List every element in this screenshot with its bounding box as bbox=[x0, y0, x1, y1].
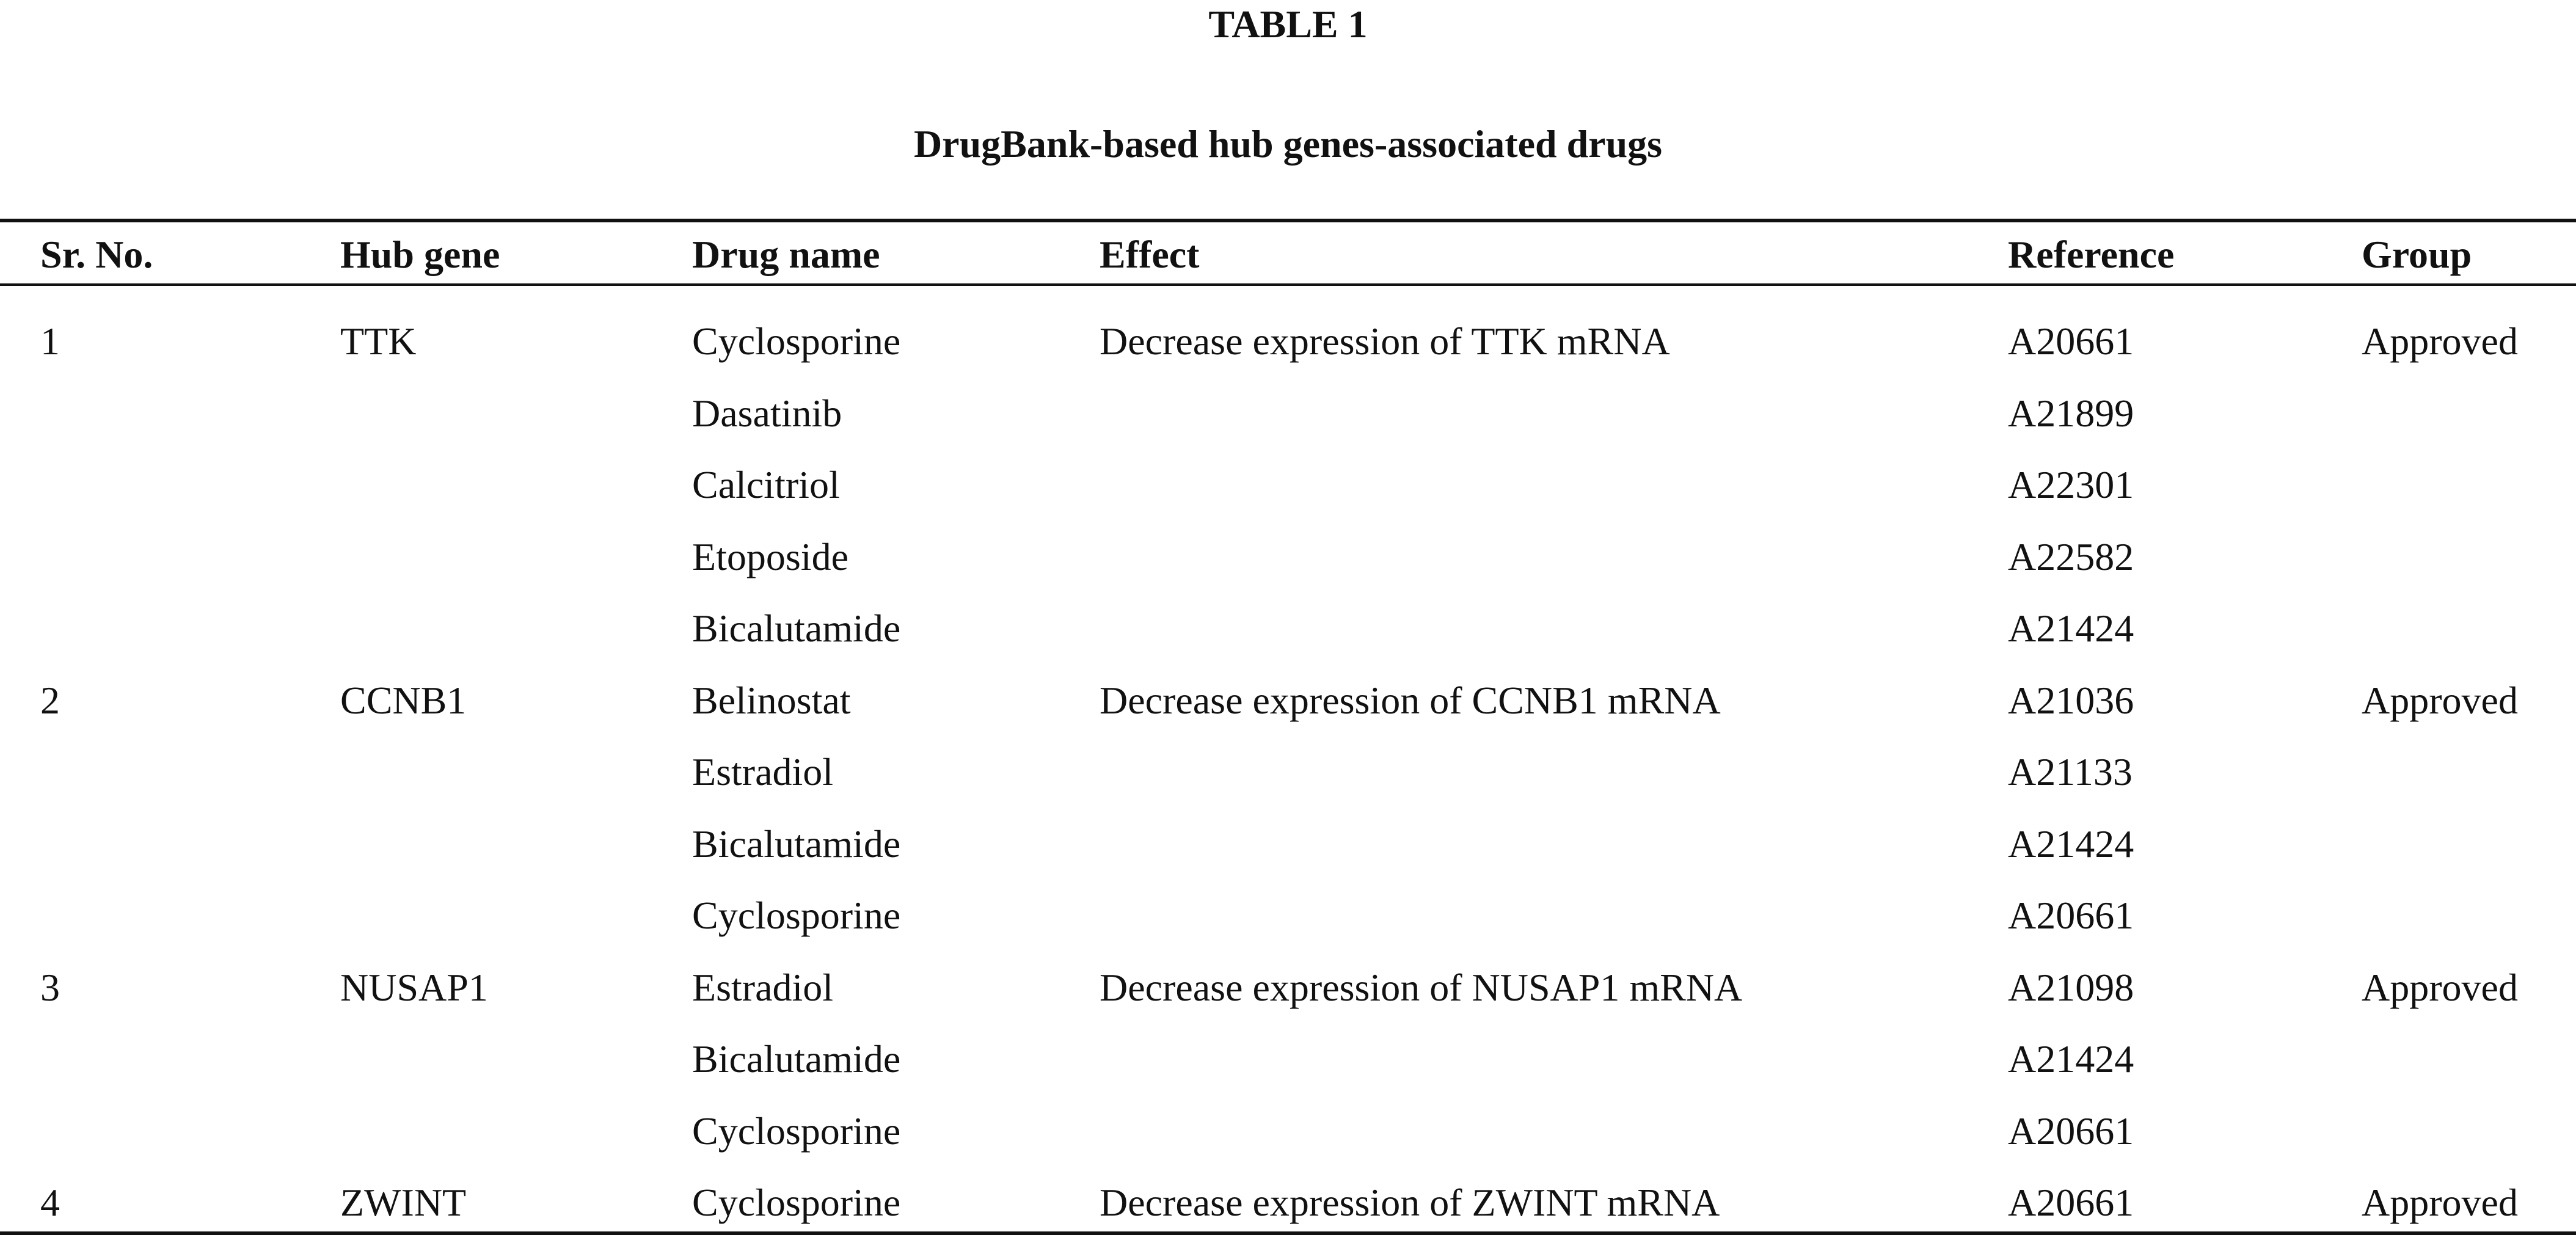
cell-effect: Decrease expression of TTK mRNA bbox=[1100, 319, 1670, 363]
cell-reference: A22301 bbox=[2008, 463, 2134, 506]
cell-reference: A21098 bbox=[2008, 965, 2134, 1009]
cell-group: Approved bbox=[2362, 965, 2518, 1009]
table-row bbox=[0, 305, 2576, 377]
cell-drug-name: Cyclosporine bbox=[692, 1109, 901, 1153]
cell-effect: Decrease expression of CCNB1 mRNA bbox=[1100, 678, 1721, 722]
header-hub-gene: Hub gene bbox=[340, 233, 500, 276]
cell-reference: A20661 bbox=[2008, 1181, 2134, 1224]
table-row bbox=[0, 1095, 2576, 1167]
cell-drug-name: Estradiol bbox=[692, 965, 834, 1009]
cell-reference: A21424 bbox=[2008, 1037, 2134, 1081]
table-row bbox=[0, 377, 2576, 450]
cell-drug-name: Cyclosporine bbox=[692, 1181, 901, 1224]
cell-drug-name: Calcitriol bbox=[692, 463, 840, 506]
cell-drug-name: Belinostat bbox=[692, 678, 851, 722]
table-row bbox=[0, 521, 2576, 593]
cell-sr-no: 3 bbox=[40, 965, 60, 1009]
table-header-row bbox=[0, 229, 2576, 280]
cell-reference: A21424 bbox=[2008, 607, 2134, 650]
cell-hub-gene: TTK bbox=[340, 319, 417, 363]
cell-sr-no: 2 bbox=[40, 678, 60, 722]
cell-drug-name: Bicalutamide bbox=[692, 607, 901, 650]
cell-group: Approved bbox=[2362, 319, 2518, 363]
cell-sr-no: 1 bbox=[40, 319, 60, 363]
cell-reference: A20661 bbox=[2008, 1109, 2134, 1153]
header-drug-name: Drug name bbox=[692, 233, 880, 276]
cell-reference: A22582 bbox=[2008, 534, 2134, 578]
table-row bbox=[0, 952, 2576, 1024]
header-group: Group bbox=[2362, 233, 2472, 276]
header-reference: Reference bbox=[2008, 233, 2175, 276]
table-title: DrugBank-based hub genes-associated drugs bbox=[913, 122, 1663, 166]
table-row bbox=[0, 736, 2576, 808]
cell-reference: A21133 bbox=[2008, 750, 2133, 793]
cell-effect: Decrease expression of ZWINT mRNA bbox=[1100, 1181, 1720, 1224]
cell-effect: Decrease expression of NUSAP1 mRNA bbox=[1100, 965, 1743, 1009]
table-row bbox=[0, 449, 2576, 521]
table-row bbox=[0, 593, 2576, 665]
table-row bbox=[0, 665, 2576, 737]
cell-reference: A21424 bbox=[2008, 822, 2134, 866]
cell-reference: A21036 bbox=[2008, 678, 2134, 722]
table-body bbox=[0, 305, 2576, 1239]
cell-group: Approved bbox=[2362, 678, 2518, 722]
cell-hub-gene: ZWINT bbox=[340, 1181, 467, 1224]
cell-hub-gene: NUSAP1 bbox=[340, 965, 488, 1009]
cell-group: Approved bbox=[2362, 1181, 2518, 1224]
cell-drug-name: Dasatinib bbox=[692, 391, 842, 435]
table-row bbox=[0, 1023, 2576, 1095]
cell-drug-name: Bicalutamide bbox=[692, 822, 901, 866]
header-sr-no: Sr. No. bbox=[40, 233, 153, 276]
cell-drug-name: Cyclosporine bbox=[692, 894, 901, 937]
table-header-rule bbox=[0, 283, 2576, 286]
table-top-rule bbox=[0, 219, 2576, 222]
cell-drug-name: Etoposide bbox=[692, 534, 848, 578]
table-row bbox=[0, 1167, 2576, 1239]
cell-drug-name: Estradiol bbox=[692, 750, 834, 793]
cell-sr-no: 4 bbox=[40, 1181, 60, 1224]
cell-reference: A20661 bbox=[2008, 319, 2134, 363]
header-effect: Effect bbox=[1100, 233, 1200, 276]
table-label: TABLE 1 bbox=[1208, 2, 1368, 46]
cell-drug-name: Bicalutamide bbox=[692, 1037, 901, 1081]
cell-hub-gene: CCNB1 bbox=[340, 678, 467, 722]
table-row bbox=[0, 880, 2576, 952]
cell-reference: A21899 bbox=[2008, 391, 2134, 435]
cell-drug-name: Cyclosporine bbox=[692, 319, 901, 363]
cell-reference: A20661 bbox=[2008, 894, 2134, 937]
table-bottom-rule bbox=[0, 1231, 2576, 1235]
table-row bbox=[0, 808, 2576, 880]
